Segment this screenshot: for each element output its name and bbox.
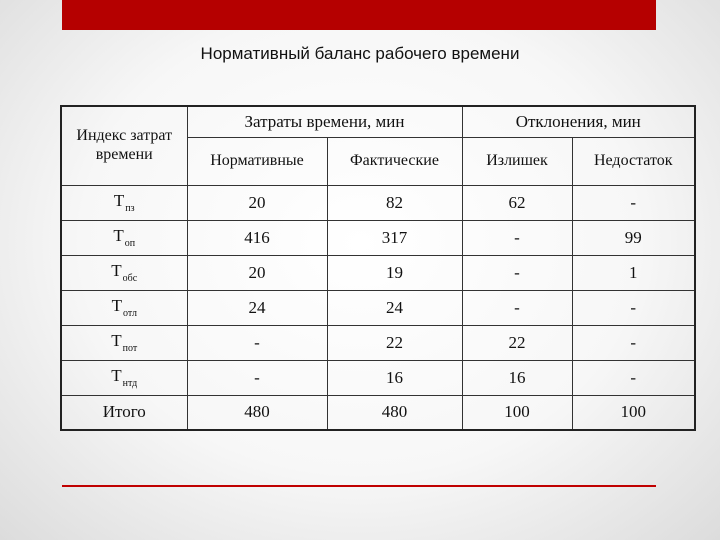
cell-shortage: - (572, 325, 695, 360)
cell-shortage: - (572, 185, 695, 220)
cell-excess: - (462, 290, 572, 325)
header-index: Индекс затрат времени (61, 106, 187, 185)
header-normative: Нормативные (187, 137, 327, 185)
cell-shortage: 1 (572, 255, 695, 290)
cell-shortage: - (572, 360, 695, 395)
cell-excess: - (462, 220, 572, 255)
header-cost-group: Затраты времени, мин (187, 106, 462, 137)
bottom-divider-line (62, 485, 656, 487)
cell-normative: - (187, 325, 327, 360)
total-row (61, 395, 695, 430)
row-index: $Т_{оп}$ (61, 220, 187, 255)
table-row (61, 290, 695, 325)
row-index: $Т_{пз}$ (61, 185, 187, 220)
total-shortage: 100 (572, 395, 695, 430)
table-row (61, 220, 695, 255)
cell-actual: 16 (327, 360, 462, 395)
cell-actual: 22 (327, 325, 462, 360)
row-index: $Т_{обс}$ (61, 255, 187, 290)
cell-actual: 24 (327, 290, 462, 325)
header-excess: Излишек (462, 137, 572, 185)
slide-title: Нормативный баланс рабочего времени (200, 44, 520, 63)
table-row (61, 360, 695, 395)
cell-normative: 20 (187, 255, 327, 290)
cell-normative: 20 (187, 185, 327, 220)
cell-excess: 62 (462, 185, 572, 220)
cell-actual: 82 (327, 185, 462, 220)
cell-actual: 317 (327, 220, 462, 255)
cell-excess: 16 (462, 360, 572, 395)
cell-actual: 19 (327, 255, 462, 290)
total-normative: 480 (187, 395, 327, 430)
table-row (61, 325, 695, 360)
total-label: Итого (61, 395, 187, 430)
cell-normative: - (187, 360, 327, 395)
table-row (61, 255, 695, 290)
header-shortage: Недостаток (572, 137, 695, 185)
row-index: $Т_{отл}$ (61, 290, 187, 325)
time-balance-table (60, 105, 696, 431)
cell-excess: 22 (462, 325, 572, 360)
cell-shortage: 99 (572, 220, 695, 255)
cell-normative: 416 (187, 220, 327, 255)
total-excess: 100 (462, 395, 572, 430)
cell-shortage: - (572, 290, 695, 325)
total-actual: 480 (327, 395, 462, 430)
row-index: $Т_{нтд}$ (61, 360, 187, 395)
header-actual: Фактические (327, 137, 462, 185)
table-row (61, 185, 695, 220)
header-deviation-group: Отклонения, мин (462, 106, 695, 137)
row-index: $Т_{пот}$ (61, 325, 187, 360)
cell-normative: 24 (187, 290, 327, 325)
cell-excess: - (462, 255, 572, 290)
top-accent-bar (62, 0, 656, 30)
